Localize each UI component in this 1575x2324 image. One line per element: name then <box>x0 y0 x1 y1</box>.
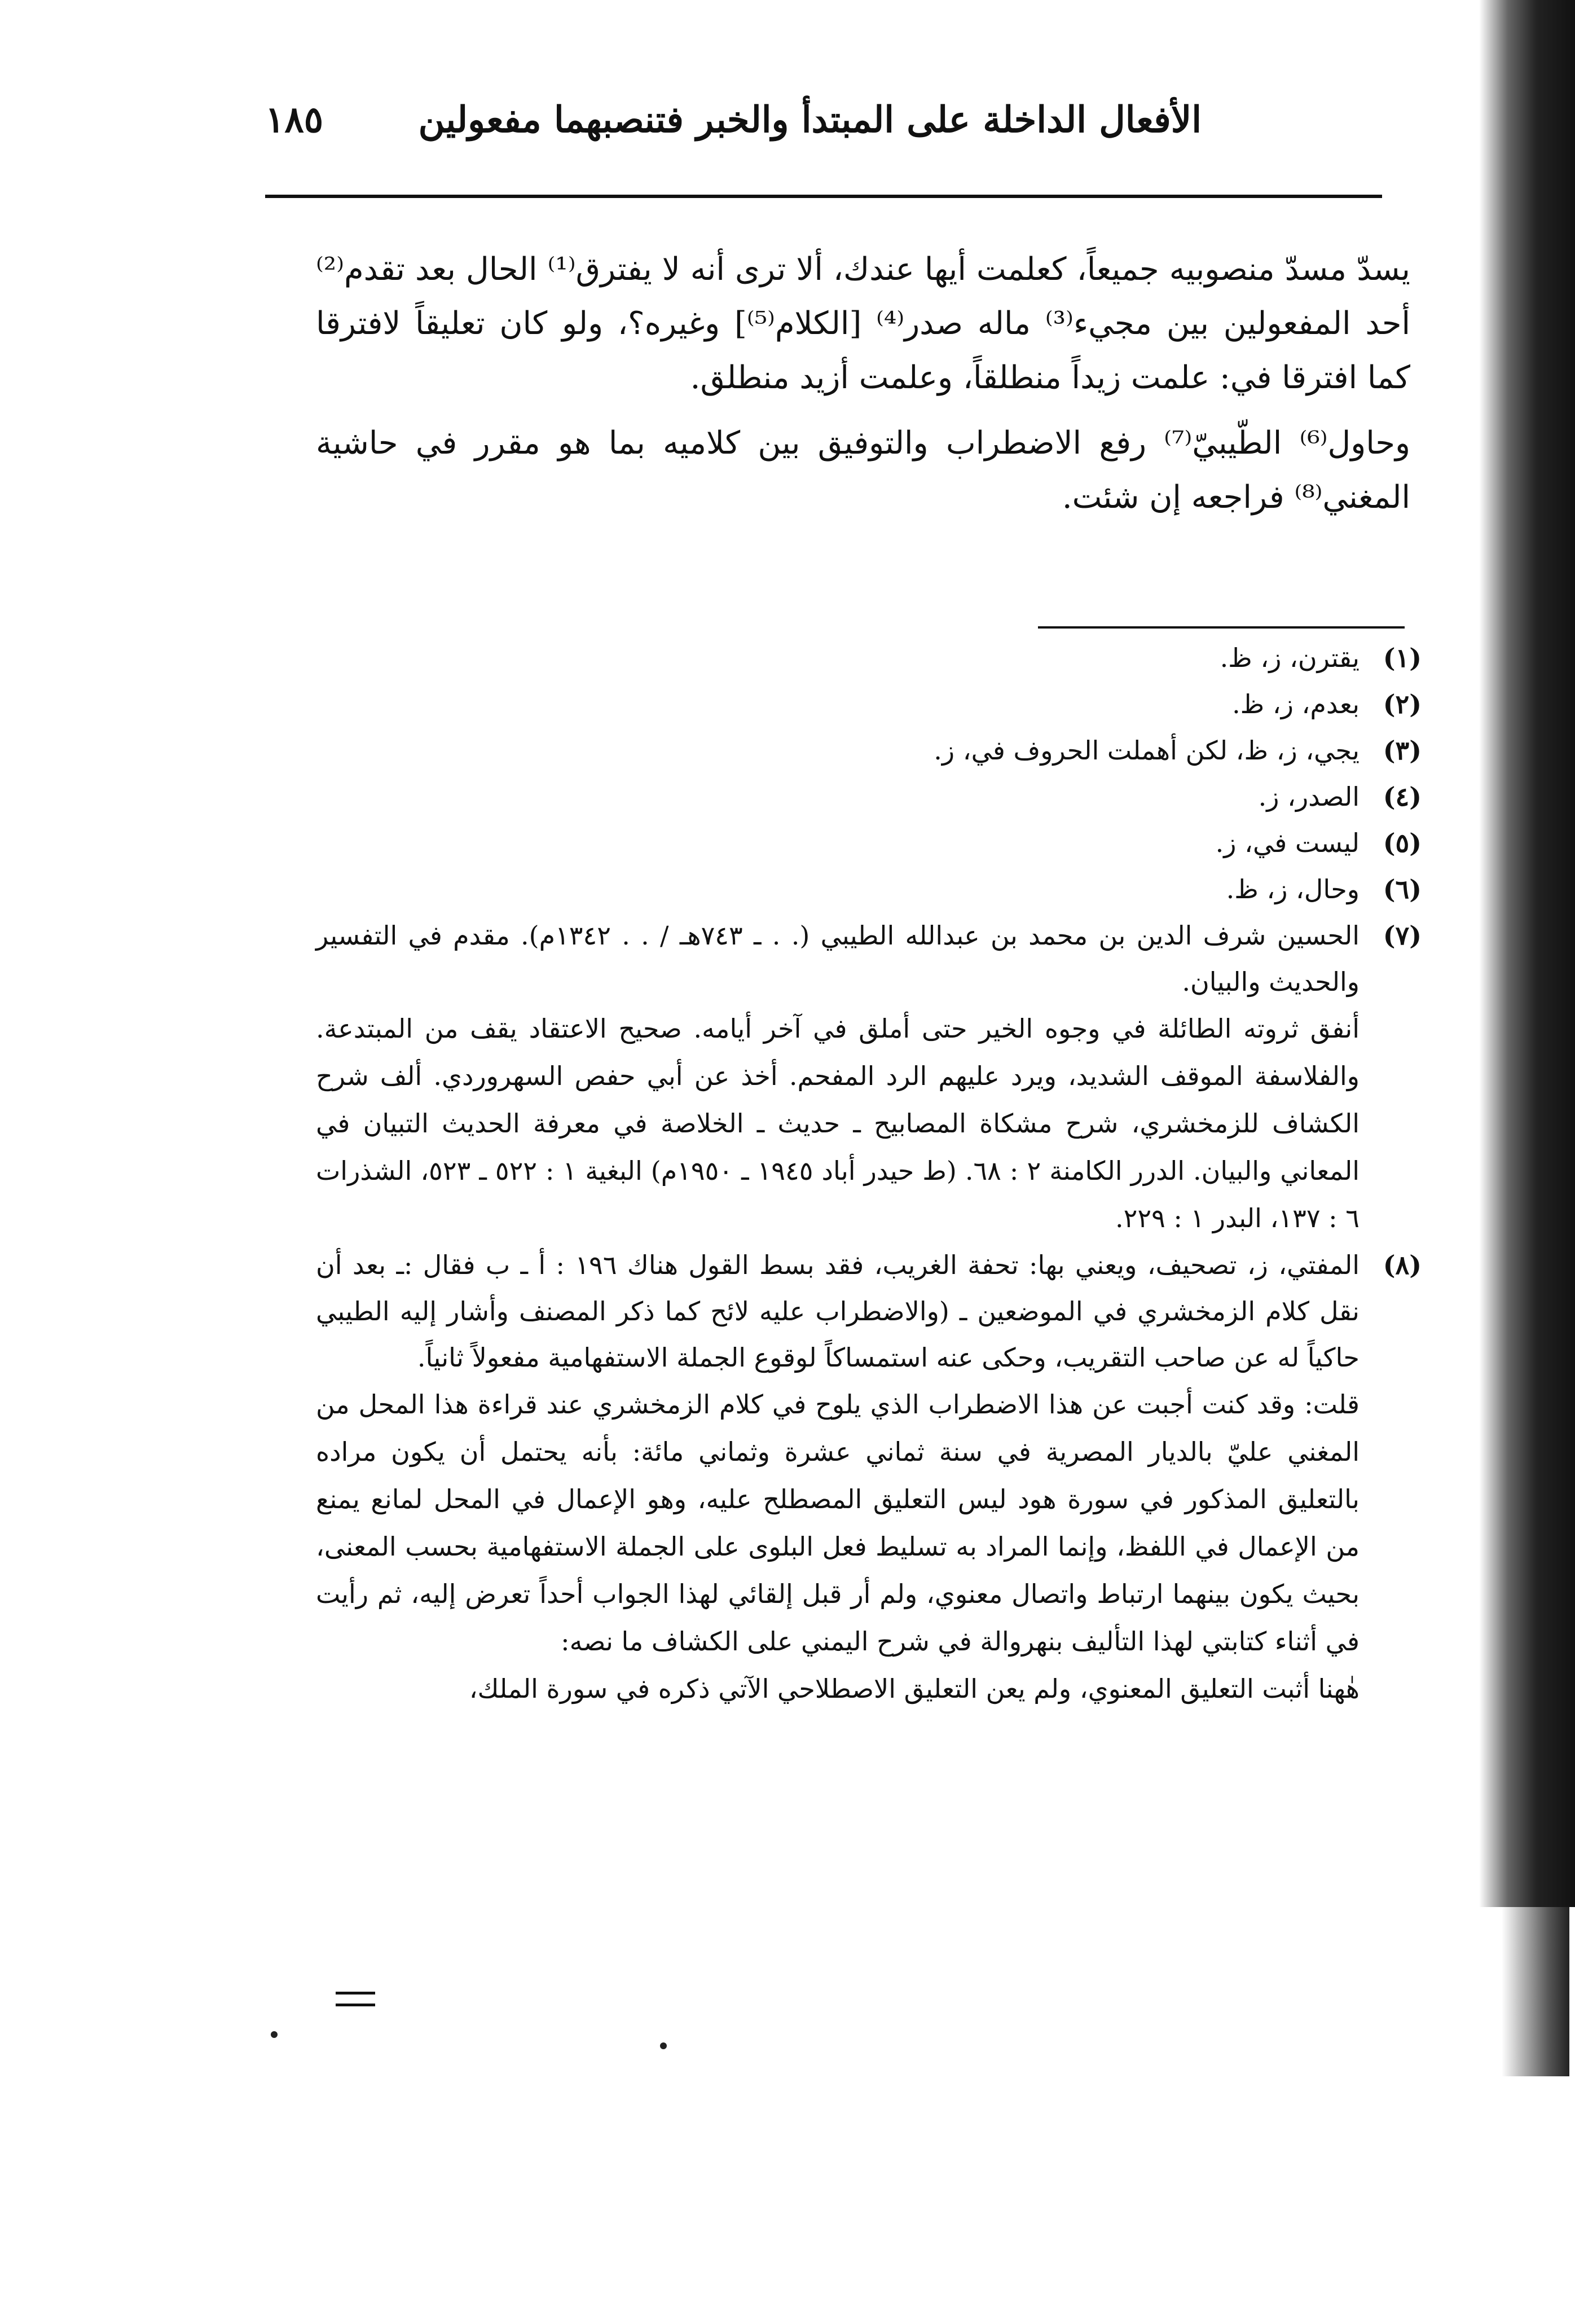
footnote <box>316 635 1422 681</box>
footnote <box>316 681 1422 727</box>
book-binding-shadow-lower <box>1502 1907 1569 2076</box>
footnote-number: (٧) <box>1383 920 1422 951</box>
footnote-text: الصدر، ز. <box>1258 781 1360 812</box>
footnote-number: (٨) <box>1383 1250 1422 1280</box>
footnote-number: (٥) <box>1383 828 1422 858</box>
footnote-text: يقترن، ز، ظ. <box>1220 643 1360 673</box>
footnote-text: بعدم، ز، ظ. <box>1232 689 1360 719</box>
scan-speck <box>271 2031 278 2038</box>
footnote-number: (١) <box>1383 643 1422 673</box>
scan-speck <box>660 2042 667 2049</box>
header-rule <box>265 195 1382 198</box>
paragraph: وحاول⁽⁶⁾ الطّيبيّ⁽⁷⁾ رفع الاضطراب والتوفيق بين كلاميه بما هو مقرر في حاشية المغني⁽⁸⁾ فراجعه إن شئت. <box>316 425 1410 516</box>
continuation-mark <box>336 1992 375 2006</box>
footnote-continuation: أنفق ثروته الطائلة في وجوه الخير حتى أملق في آخر أيامه. صحيح الاعتقاد يقف من المبتدعة. والفلاسفة الموقف الشديد، ويرد عليهم الرد المفحم. أخذ عن أبي حفص السهروردي. ألف شرح الكشاف للزمخشري، شرح مشكاة المصابيح ـ حديث ـ الخلاصة في معرفة الحديث التبيان في المعاني والبيان. الدرر الكامنة ٢ : ٦٨. (ط حيدر أباد ١٩٤٥ ـ ١٩٥٠م) البغية ١ : ٥٢٢ ـ ٥٢٣، الشذرات ٦ : ١٣٧، البدر ١ : ٢٢٩. <box>316 1013 1360 1233</box>
main-text <box>316 243 1410 536</box>
book-binding-shadow <box>1479 0 1575 1907</box>
footnote-number: (٣) <box>1383 735 1422 766</box>
footnote-continuation: قلت: وقد كنت أجبت عن هذا الاضطراب الذي يلوح في كلام الزمخشري عند قراءة هذا المحل من المغني عليّ بالديار المصرية في سنة ثماني عشرة وثماني مائة: بأنه يحتمل أن يكون مراده بالتعليق المذكور في سورة هود ليس التعليق المصطلح عليه، وهو الإعمال في المحل لمانع يمنع من الإعمال في اللفظ، وإنما المراد به تسليط فعل البلوى على الجملة الاستفهامية بحسب المعنى، بحيث يكون بينهما ارتباط واتصال معنوي، ولم أر قبل إلقائي لهذا الجواب أحداً تعرض إليه، ثم رأيت في أثناء كتابتي لهذا التأليف بنهروالة في شرح اليمني على الكشاف ما نصه: <box>316 1389 1360 1657</box>
footnote <box>316 912 1422 1005</box>
chapter-title: الأفعال الداخلة على المبتدأ والخبر فتنصبهما مفعولين <box>418 99 1202 141</box>
footnote-number: (٦) <box>1383 874 1422 904</box>
footnote-text: الحسين شرف الدين بن محمد بن عبدالله الطيبي (. . ـ ٧٤٣هـ / . . ١٣٤٢م). مقدم في التفسير والحديث والبيان. <box>316 920 1360 997</box>
footnote-number: (٢) <box>1383 689 1422 719</box>
footnotes <box>316 635 1422 1712</box>
page-number: ١٨٥ <box>265 99 324 141</box>
footnote-number: (٤) <box>1383 781 1422 812</box>
footnote-separator <box>1038 626 1405 629</box>
footnote <box>316 1242 1422 1381</box>
footnote-text: المفتي، ز، تصحيف، ويعني بها: تحفة الغريب، فقد بسط القول هناك ١٩٦ : أ ـ ب فقال :ـ بعد أن نقل كلام الزمخشري في الموضعين ـ (والاضطراب عليه لائح كما ذكر المصنف وأشار إليه الطيبي حاكياً له عن صاحب التقريب، وحكى عنه استمساكاً لوقوع الجملة الاستفهامية مفعولاً ثانياً. <box>316 1250 1360 1373</box>
footnote <box>316 774 1422 820</box>
footnote <box>316 820 1422 866</box>
footnote-quote: هٰهنا أثبت التعليق المعنوي، ولم يعن التعليق الاصطلاحي الآتي ذكره في سورة الملك، <box>469 1673 1360 1704</box>
footnote-text: ليست في، ز. <box>1215 828 1360 858</box>
footnote <box>316 866 1422 912</box>
footnote-text: وحال، ز، ظ. <box>1226 874 1360 904</box>
footnote <box>316 727 1422 774</box>
footnote-text: يجي، ز، ظ، لكن أهملت الحروف في، ز. <box>934 735 1360 766</box>
paragraph: يسدّ مسدّ منصوبيه جميعاً، كعلمت أيها عندك، ألا ترى أنه لا يفترق⁽¹⁾ الحال بعد تقدم⁽²⁾ أحد المفعولين بين مجيء⁽³⁾ ماله صدر⁽⁴⁾ [الكلام⁽⁵⁾] وغيره؟، ولو كان تعليقاً لافترقا كما افترقا في: علمت زيداً منطلقاً، وعلمت أزيد منطلق. <box>316 251 1411 396</box>
running-header <box>265 99 1202 161</box>
